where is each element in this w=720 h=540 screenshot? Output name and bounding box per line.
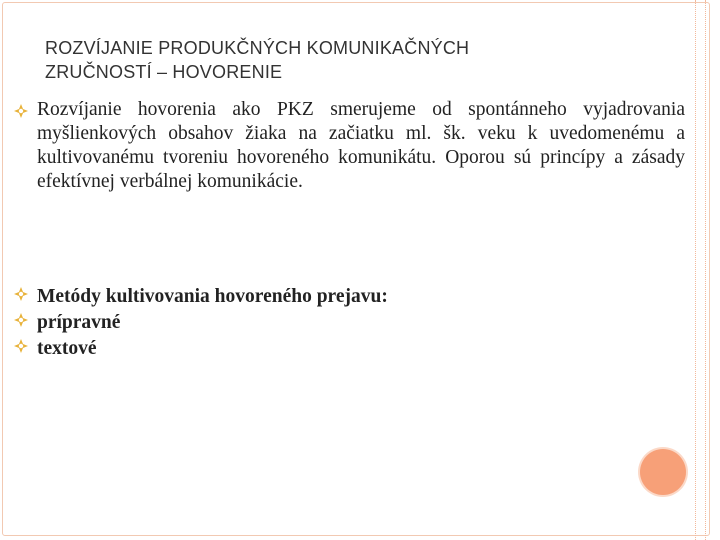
ornate-bullet-icon [13, 310, 29, 326]
title-line-1: ROZVÍJANIE PRODUKČNÝCH KOMUNIKAČNÝCH [45, 38, 470, 58]
decorative-rule [705, 0, 706, 540]
list-item [13, 336, 97, 362]
slide-title [45, 36, 645, 84]
list-item-text: prípravné [37, 312, 121, 333]
decorative-rule [695, 0, 696, 540]
list-item-text: textové [37, 338, 97, 359]
bullet-list [13, 284, 388, 362]
list-item [13, 284, 388, 310]
body-paragraph: Rozvíjanie hovorenia ako PKZ smerujeme od spontánneho vyjadrovania myšlienkových obsahov žiaka na začiatku ml. šk. veku k uvedomenému a kultivovanému tvoreniu hovoreného komunikátu. Oporou sú princípy a zásady efektívnej verbálnej komunikácie. [37, 99, 685, 192]
decorative-circle [640, 449, 686, 495]
list-item-text: Metódy kultivovania hovoreného prejavu: [37, 286, 388, 307]
list-item [13, 310, 121, 336]
ornate-bullet-icon [13, 103, 29, 119]
ornate-bullet-icon [13, 284, 29, 300]
title-line-2: ZRUČNOSTÍ – HOVORENIE [45, 62, 283, 82]
ornate-bullet-icon [13, 336, 29, 352]
